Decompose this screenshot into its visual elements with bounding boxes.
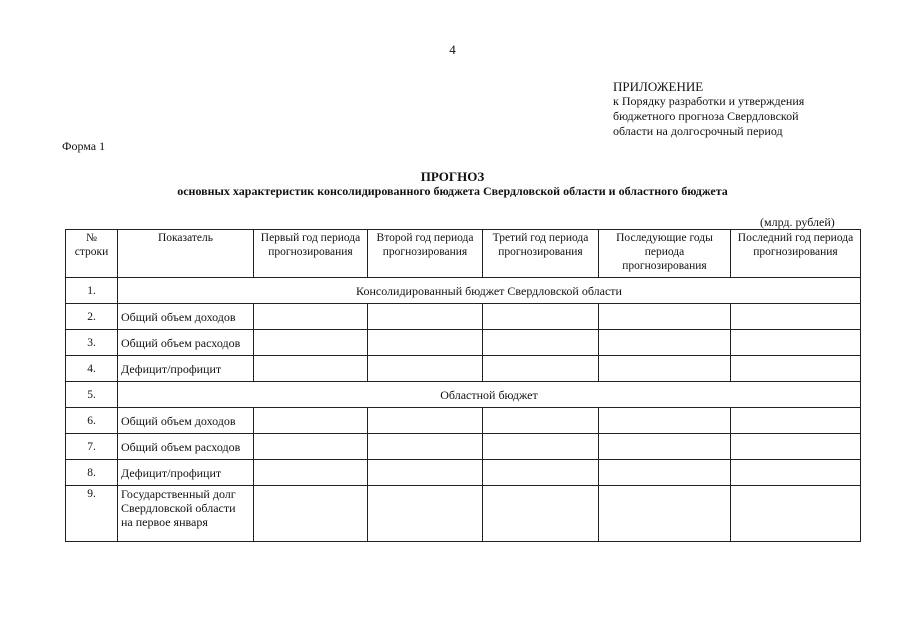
header-following-years: Последующие годы периода прогнозирования bbox=[599, 230, 731, 278]
row-number: 8. bbox=[66, 460, 118, 486]
value-cell bbox=[254, 304, 368, 330]
value-cell bbox=[599, 434, 731, 460]
value-cell bbox=[483, 434, 599, 460]
indicator-name: Дефицит/профицит bbox=[118, 356, 254, 382]
value-cell bbox=[368, 460, 483, 486]
value-cell bbox=[731, 460, 861, 486]
table-header-row bbox=[66, 230, 861, 278]
table-row bbox=[66, 304, 861, 330]
appendix-line: к Порядку разработки и утверждения bbox=[613, 94, 805, 108]
indicator-name: Государственный долг Свердловской области на первое января bbox=[118, 486, 254, 542]
value-cell bbox=[368, 434, 483, 460]
value-cell bbox=[599, 304, 731, 330]
header-row-number: № строки bbox=[66, 230, 118, 278]
value-cell bbox=[731, 356, 861, 382]
appendix-line: области на долгосрочный период bbox=[613, 124, 783, 138]
table-row bbox=[66, 330, 861, 356]
appendix-block bbox=[613, 79, 804, 139]
value-cell bbox=[368, 356, 483, 382]
header-year-3: Третий год периода прогнозирования bbox=[483, 230, 599, 278]
indicator-name: Общий объем расходов bbox=[118, 330, 254, 356]
value-cell bbox=[731, 330, 861, 356]
value-cell bbox=[599, 330, 731, 356]
row-number: 2. bbox=[66, 304, 118, 330]
section-heading: Областной бюджет bbox=[118, 382, 861, 408]
value-cell bbox=[368, 408, 483, 434]
appendix-title: ПРИЛОЖЕНИЕ bbox=[613, 79, 704, 94]
indicator-name: Общий объем доходов bbox=[118, 408, 254, 434]
value-cell bbox=[368, 304, 483, 330]
appendix-line: бюджетного прогноза Свердловской bbox=[613, 109, 799, 123]
row-number: 9. bbox=[66, 486, 118, 542]
value-cell bbox=[254, 434, 368, 460]
header-year-1: Первый год периода прогнозирования bbox=[254, 230, 368, 278]
page-number: 4 bbox=[449, 42, 456, 57]
row-number: 5. bbox=[66, 382, 118, 408]
value-cell bbox=[731, 486, 861, 542]
indicator-name: Дефицит/профицит bbox=[118, 460, 254, 486]
indicator-name: Общий объем расходов bbox=[118, 434, 254, 460]
value-cell bbox=[254, 330, 368, 356]
value-cell bbox=[254, 408, 368, 434]
units-label: (млрд. рублей) bbox=[760, 215, 835, 229]
forecast-table bbox=[65, 229, 861, 542]
table-row bbox=[66, 434, 861, 460]
row-number: 6. bbox=[66, 408, 118, 434]
value-cell bbox=[483, 460, 599, 486]
value-cell bbox=[731, 304, 861, 330]
header-last-year: Последний год периода прогнозирования bbox=[731, 230, 861, 278]
value-cell bbox=[254, 460, 368, 486]
row-number: 1. bbox=[66, 278, 118, 304]
row-number: 4. bbox=[66, 356, 118, 382]
value-cell bbox=[731, 408, 861, 434]
document-title: ПРОГНОЗ bbox=[420, 169, 485, 184]
table-row bbox=[66, 408, 861, 434]
value-cell bbox=[254, 486, 368, 542]
document-subtitle: основных характеристик консолидированного бюджета Свердловской области и областного бюджета bbox=[177, 184, 728, 198]
header-year-2: Второй год периода прогнозирования bbox=[368, 230, 483, 278]
value-cell bbox=[368, 330, 483, 356]
table-row bbox=[66, 460, 861, 486]
value-cell bbox=[599, 408, 731, 434]
header-indicator: Показатель bbox=[118, 230, 254, 278]
value-cell bbox=[599, 486, 731, 542]
form-label: Форма 1 bbox=[62, 139, 106, 153]
value-cell bbox=[731, 434, 861, 460]
value-cell bbox=[483, 304, 599, 330]
table-row bbox=[66, 356, 861, 382]
table-row bbox=[66, 278, 861, 304]
value-cell bbox=[483, 486, 599, 542]
table-row bbox=[66, 382, 861, 408]
row-number: 3. bbox=[66, 330, 118, 356]
indicator-name: Общий объем доходов bbox=[118, 304, 254, 330]
value-cell bbox=[599, 356, 731, 382]
table-row bbox=[66, 486, 861, 542]
value-cell bbox=[483, 330, 599, 356]
row-number: 7. bbox=[66, 434, 118, 460]
value-cell bbox=[483, 408, 599, 434]
value-cell bbox=[483, 356, 599, 382]
section-heading: Консолидированный бюджет Свердловской области bbox=[118, 278, 861, 304]
value-cell bbox=[254, 356, 368, 382]
value-cell bbox=[599, 460, 731, 486]
value-cell bbox=[368, 486, 483, 542]
